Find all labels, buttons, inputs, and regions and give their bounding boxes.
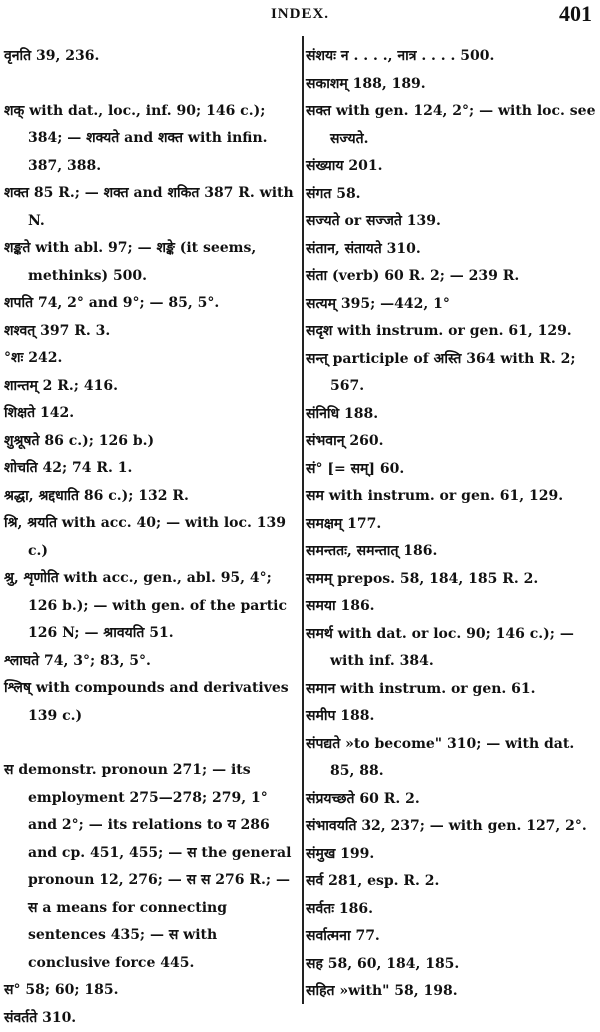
index-entry: संमुख 199. bbox=[306, 841, 598, 869]
index-entry: संता (verb) 60 R. 2; — 239 R. bbox=[306, 263, 598, 291]
index-entry: सज्यते or सज्जते 139. bbox=[306, 208, 598, 236]
index-column-left bbox=[4, 43, 296, 1032]
index-entry: शक्त 85 R.; — शक्त and शकित 387 R. with N. bbox=[4, 180, 296, 235]
index-entry: शोचति 42; 74 R. 1. bbox=[4, 455, 296, 483]
index-entry: शुश्रूषते 86 c.); 126 b.) bbox=[4, 428, 296, 456]
index-entry: श्लाघते 74, 3°; 83, 5°. bbox=[4, 648, 296, 676]
page-header bbox=[0, 0, 600, 36]
index-entry: संभवान् 260. bbox=[306, 428, 598, 456]
index-entry: संख्याय 201. bbox=[306, 153, 598, 181]
index-entry: संनिधि 188. bbox=[306, 401, 598, 429]
page-number: 401 bbox=[559, 1, 592, 27]
running-head-title: INDEX. bbox=[0, 6, 600, 23]
index-entry: स° 58; 60; 185. bbox=[4, 977, 296, 1005]
index-entry: वृनति 39, 236. bbox=[4, 43, 296, 71]
index-entry: संशयः न . . . ., नात्र . . . . 500. bbox=[306, 43, 598, 71]
index-entry: समन्ततः, समन्तात् 186. bbox=[306, 538, 598, 566]
index-entry: शक् with dat., loc., inf. 90; 146 c.); 384; — शक्यते and शक्त with infin. 387, 388. bbox=[4, 98, 296, 181]
index-entry: स demonstr. pronoun 271; — its employment 275—278; 279, 1° and 2°; — its relations to य 286 and cp. 451, 455; — स the general pronoun 12, 276; — स स 276 R.; — स a means for connecting sentences 435; — स with conclusive force 445. bbox=[4, 757, 296, 977]
index-entry: सं° [= सम्] 60. bbox=[306, 456, 598, 484]
index-entry: संभावयति 32, 237; — with gen. 127, 2°. bbox=[306, 813, 598, 841]
column-divider bbox=[302, 36, 304, 1004]
index-entry: संवर्तते 310. bbox=[4, 1005, 296, 1032]
index-entry: श्रद्धा, श्रद्दधाति 86 c.); 132 R. bbox=[4, 483, 296, 511]
index-entry: शश्वत् 397 R. 3. bbox=[4, 318, 296, 346]
index-entry: सम with instrum. or gen. 61, 129. bbox=[306, 483, 598, 511]
index-entry: सन्त् participle of अस्ति 364 with R. 2; 567. bbox=[306, 346, 598, 401]
index-entry: समर्थ with dat. or loc. 90; 146 c.); — with inf. 384. bbox=[306, 621, 598, 676]
index-entry: सदृश with instrum. or gen. 61, 129. bbox=[306, 318, 598, 346]
index-entry: शङ्कते with abl. 97; — शङ्के (it seems, methinks) 500. bbox=[4, 235, 296, 290]
index-entry: संप्रयच्छते 60 R. 2. bbox=[306, 786, 598, 814]
index-entry: सत्यम् 395; —442, 1° bbox=[306, 291, 598, 319]
index-entry: सर्व 281, esp. R. 2. bbox=[306, 868, 598, 896]
index-entry: संतान, संतायते 310. bbox=[306, 236, 598, 264]
index-entry: सकाशम् 188, 189. bbox=[306, 71, 598, 99]
index-entry: संपद्यते »to become" 310; — with dat. 85, 88. bbox=[306, 731, 598, 786]
index-entry: श्लिष् with compounds and derivatives 139 c.) bbox=[4, 675, 296, 730]
index-entry: शपति 74, 2° and 9°; — 85, 5°. bbox=[4, 290, 296, 318]
index-entry: °शः 242. bbox=[4, 345, 296, 373]
index-entry: संगत 58. bbox=[306, 181, 598, 209]
index-entry: समीप 188. bbox=[306, 703, 598, 731]
index-entry: सह 58, 60, 184, 185. bbox=[306, 951, 598, 979]
index-column-right bbox=[306, 43, 598, 1006]
index-entry: शिक्षते 142. bbox=[4, 400, 296, 428]
index-entry: श्रु, शृणोति with acc., gen., abl. 95, 4°; 126 b.); — with gen. of the partic 126 N; — श्रावयति 51. bbox=[4, 565, 296, 648]
index-entry: समया 186. bbox=[306, 593, 598, 621]
index-entry: शान्तम् 2 R.; 416. bbox=[4, 373, 296, 401]
index-entry: सक्त with gen. 124, 2°; — with loc. see सज्यते. bbox=[306, 98, 598, 153]
index-entry: सर्वतः 186. bbox=[306, 896, 598, 924]
index-entry: सर्वात्मना 77. bbox=[306, 923, 598, 951]
index-entry: समम् prepos. 58, 184, 185 R. 2. bbox=[306, 566, 598, 594]
index-entry: समक्षम् 177. bbox=[306, 511, 598, 539]
index-entry: समान with instrum. or gen. 61. bbox=[306, 676, 598, 704]
index-entry: श्रि, श्रयति with acc. 40; — with loc. 139 c.) bbox=[4, 510, 296, 565]
index-entry: सहित »with" 58, 198. bbox=[306, 978, 598, 1006]
